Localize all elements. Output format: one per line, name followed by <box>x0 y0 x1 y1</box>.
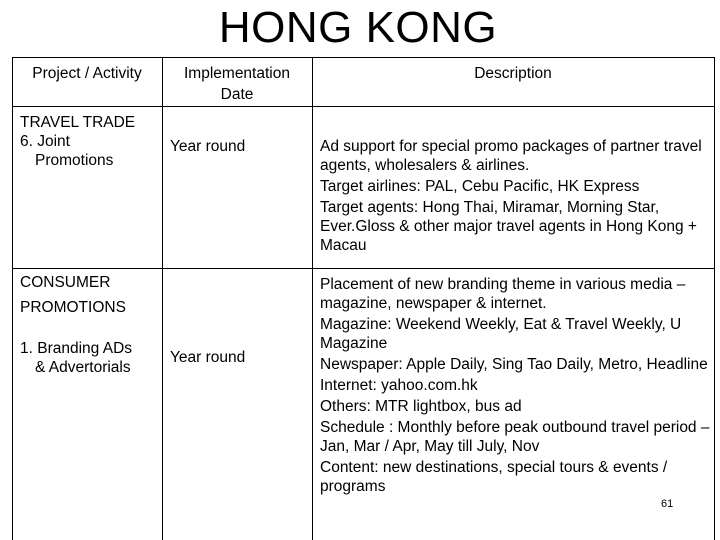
travel-trade-date: Year round <box>170 138 246 155</box>
consumer-section-label-line2: PROMOTIONS <box>20 299 126 316</box>
column-divider-1 <box>162 57 163 540</box>
table-right-border <box>714 57 715 540</box>
table-left-border <box>12 57 13 540</box>
description-paragraph: Others: MTR lightbox, bus ad <box>320 398 522 415</box>
description-paragraph: Newspaper: Apple Daily, Sing Tao Daily, Metro, Headline <box>320 356 708 373</box>
page-number: 61 <box>661 498 674 510</box>
description-paragraph: Target agents: Hong Thai, Miramar, Morning Star, Ever.Gloss & other major travel agents in Hong Kong + Macau <box>320 199 697 254</box>
header-project-activity: Project / Activity <box>32 65 142 82</box>
description-paragraph: Placement of new branding theme in various media – magazine, newspaper & internet. <box>320 276 686 312</box>
description-paragraph: Content: new destinations, special tours & events / programs <box>320 459 668 495</box>
travel-trade-section-label: TRAVEL TRADE <box>20 114 136 131</box>
consumer-description <box>320 275 712 498</box>
description-paragraph: Ad support for special promo packages of partner travel agents, wholesalers & airlines. <box>320 138 702 174</box>
travel-trade-item-line2: Promotions <box>35 152 114 169</box>
consumer-item-line1: 1. Branding ADs <box>20 340 133 357</box>
consumer-date: Year round <box>170 349 246 366</box>
description-paragraph: Target airlines: PAL, Cebu Pacific, HK Express <box>320 178 640 195</box>
header-bottom-border <box>12 106 715 107</box>
description-paragraph: Schedule : Monthly before peak outbound travel period – Jan, Mar / Apr, May till July, Nov <box>320 419 710 455</box>
consumer-section-label-line1: CONSUMER <box>20 274 111 291</box>
travel-trade-description <box>320 137 712 257</box>
travel-trade-item-line1: 6. Joint <box>20 133 70 150</box>
consumer-project-cell <box>20 273 160 377</box>
row-divider <box>12 268 715 269</box>
column-divider-2 <box>312 57 313 540</box>
consumer-item-line2: & Advertorials <box>35 359 131 376</box>
header-description: Description <box>474 65 552 82</box>
header-implementation-date: Implementation Date <box>184 65 290 103</box>
description-paragraph: Internet: yahoo.com.hk <box>320 377 478 394</box>
page-title: HONG KONG <box>218 3 498 52</box>
description-paragraph: Magazine: Weekend Weekly, Eat & Travel Weekly, U Magazine <box>320 316 682 352</box>
travel-trade-project-cell <box>20 113 160 170</box>
table-top-border <box>12 57 715 58</box>
